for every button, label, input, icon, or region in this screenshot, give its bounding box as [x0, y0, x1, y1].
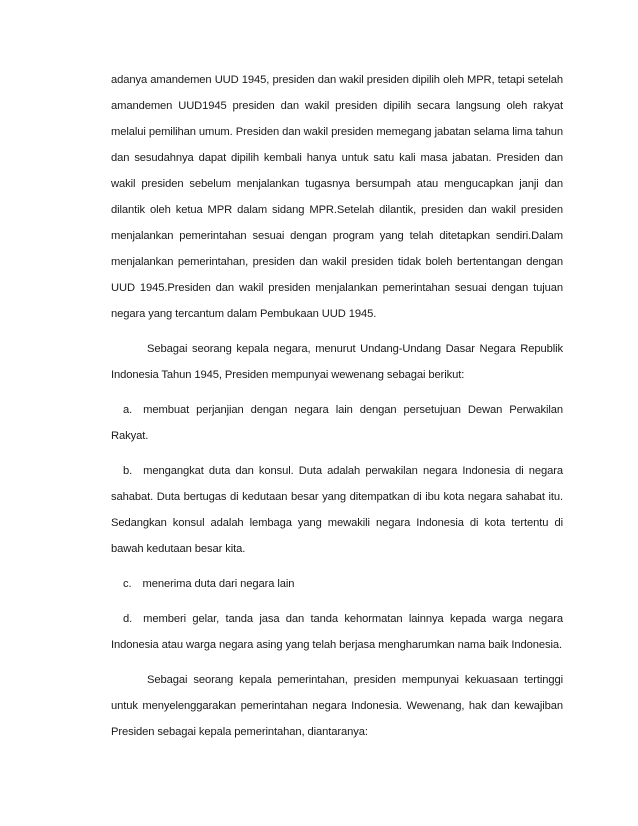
- paragraph-head-of-state-intro: Sebagai seorang kepala negara, menurut Undang-Undang Dasar Negara Republik Indonesia Tahun 1945, Presiden mempunyai wewenang sebagai berikut:: [111, 343, 563, 381]
- list-item-text: memberi gelar, tanda jasa dan tanda kehormatan lainnya kepada warga negara Indonesia atau warga negara asing yang telah berjasa mengharumkan nama baik Indonesia.: [111, 613, 563, 651]
- list-item-b: [111, 458, 563, 562]
- paragraph-presidential-term: adanya amandemen UUD 1945, presiden dan wakil presiden dipilih oleh MPR, tetapi setelah amandemen UUD1945 presiden dan wakil presiden dipilih secara langsung oleh rakyat melalui pemilihan umum. Presiden dan wakil presiden memegang jabatan selama lima tahun dan sesudahnya dapat dipilih kembali hanya untuk satu kali masa jabatan. Presiden dan wakil presiden sebelum menjalankan tugasnya bersumpah atau mengucapkan janji dan dilantik oleh ketua MPR dalam sidang MPR.Setelah dilantik, presiden dan wakil presiden menjalankan pemerintahan sesuai dengan program yang telah ditetapkan sendiri.Dalam menjalankan pemerintahan, presiden dan wakil presiden tidak boleh bertentangan dengan UUD 1945.Presiden dan wakil presiden menjalankan pemerintahan sesuai dengan tujuan negara yang tercantum dalam Pembukaan UUD 1945.: [111, 74, 563, 320]
- document-body: [111, 67, 563, 745]
- list-item-text: menerima duta dari negara lain: [142, 578, 295, 590]
- list-item-text: membuat perjanjian dengan negara lain dengan persetujuan Dewan Perwakilan Rakyat.: [111, 404, 563, 442]
- list-marker: c.: [123, 578, 132, 590]
- list-marker: a.: [123, 404, 133, 416]
- list-item-d: [111, 606, 563, 658]
- paragraph-head-of-government-intro: Sebagai seorang kepala pemerintahan, presiden mempunyai kekuasaan tertinggi untuk menyelenggarakan pemerintahan negara Indonesia. Wewenang, hak dan kewajiban Presiden sebagai kepala pemerintahan, diantaranya:: [111, 674, 563, 738]
- list-item-a: [111, 397, 563, 449]
- list-marker: d.: [123, 613, 133, 625]
- list-item-text: mengangkat duta dan konsul. Duta adalah perwakilan negara Indonesia di negara sahabat. Duta bertugas di kedutaan besar yang ditempatkan di ibu kota negara sahabat itu. Sedangkan konsul adalah lembaga yang mewakili negara Indonesia di kota tertentu di bawah kedutaan besar kita.: [111, 465, 563, 555]
- list-marker: b.: [123, 465, 133, 477]
- list-item-c: [111, 571, 563, 597]
